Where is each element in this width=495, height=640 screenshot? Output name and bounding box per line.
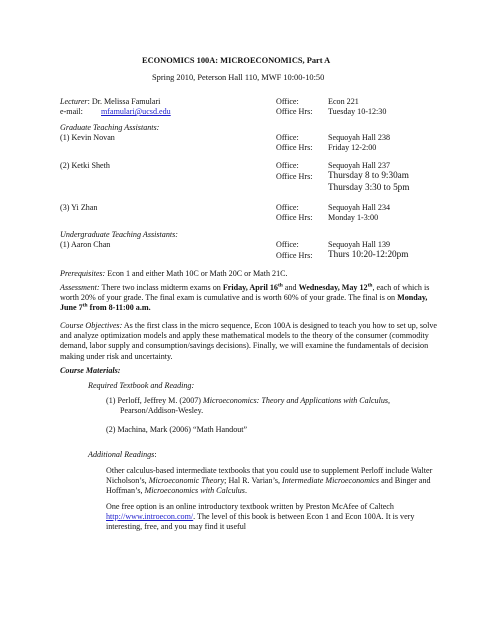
additional-text-3: and Binger and Hoffman’s,: [106, 476, 431, 496]
prereq-text: Econ 1 and either Math 10C or Math 20C or Math 21C.: [105, 269, 288, 278]
assessment-text-2: and: [282, 283, 299, 292]
office-label: Office:: [276, 240, 299, 249]
additional-text-5: One free option is an online introductory textbook written by Preston McAfee of Caltech: [106, 502, 394, 511]
additional-book-nicholson: Microeconomic Theory: [148, 476, 225, 486]
additional-text-2: ; Hal R. Varian’s,: [224, 476, 283, 486]
lecturer-office: Econ 221: [328, 97, 359, 106]
hours-label: Office Hrs:: [276, 251, 313, 260]
lecturer-label: Lecturer: [60, 97, 88, 106]
final-time: from 8-11:00 a.m.: [87, 303, 151, 313]
additional-text-1: Other calculus-based intermediate textbooks that you could use to supplement Perloff include Walter Nicholson’s,: [106, 466, 433, 486]
prerequisites: [60, 268, 288, 279]
book-1-author: (1) Perloff, Jeffrey M. (2007): [106, 396, 204, 405]
grad-ta-name-2: (2) Ketki Sheth: [60, 161, 110, 170]
email-label: e-mail:: [60, 107, 83, 116]
additional-heading-colon: :: [154, 450, 157, 459]
grad-ta-hours-2a: Thursday 8 to 9:30am: [328, 170, 409, 180]
assessment-label: Assessment:: [60, 283, 100, 292]
grad-ta-heading: Graduate Teaching Assistants:: [60, 123, 160, 132]
course-subtitle: Spring 2010, Peterson Hall 110, MWF 10:00-10:50: [152, 73, 325, 82]
hours-label: Office Hrs:: [276, 213, 313, 222]
grad-ta-name-3: (3) Yi Zhan: [60, 203, 98, 212]
additional-text-6: . The level of this book is between Econ 1 and Econ 100A. It is very interesting, free, and you may find it useful: [106, 512, 415, 532]
email-line: [60, 106, 171, 117]
undergrad-ta-hours-1: Thurs 10:20-12:20pm: [328, 249, 409, 259]
grad-ta-office-3: Sequoyah Hall 234: [328, 203, 391, 212]
assessment-text-1: There two inclass midterm exams on: [99, 283, 223, 292]
lecturer-hours: Tuesday 10-12:30: [328, 107, 387, 116]
undergrad-ta-office-1: Sequoyah Hall 139: [328, 240, 391, 249]
office-label: Office:: [276, 161, 299, 170]
undergrad-ta-name-1: (1) Aaron Chan: [60, 240, 111, 249]
objectives-label: Course Objectives:: [60, 321, 123, 330]
objectives-paragraph: [60, 321, 444, 362]
undergrad-ta-heading: Undergraduate Teaching Assistants:: [60, 230, 178, 239]
required-heading: Required Textbook and Reading:: [88, 381, 195, 390]
lecturer-hours-label: Office Hrs:: [276, 107, 313, 116]
lecturer-name: : Dr. Melissa Famulari: [87, 97, 161, 106]
course-title: ECONOMICS 100A: MICROECONOMICS, Part A: [142, 56, 331, 65]
grad-ta-office-2: Sequoyah Hall 237: [328, 161, 391, 170]
hours-label: Office Hrs:: [276, 172, 313, 181]
objectives-text: As the first class in the micro sequence, Econ 100A is designed to teach you how to set up, solve and analyze optimization models and apply these mathematical models to the theory of the consumer (commodity demand, labor supply and consumption/savings decisions). Finally, we will examine the fundamentals of decision making under risk and uncertainty.: [60, 321, 437, 361]
introecon-link[interactable]: http://www.introecon.com/: [106, 512, 194, 522]
email-link[interactable]: mfamulari@ucsd.edu: [100, 107, 171, 116]
additional-text-4: .: [244, 486, 247, 496]
book-1: [106, 396, 426, 416]
grad-ta-hours-3: Monday 1-3:00: [328, 213, 379, 222]
grad-ta-name-1: (1) Kevin Novan: [60, 133, 115, 142]
midterm-date-1: Friday, April 16: [222, 283, 278, 292]
midterm-date-2-sup: th: [367, 282, 373, 289]
assessment-paragraph: [60, 283, 443, 314]
additional-reading-1: [106, 466, 446, 497]
book-1-title: Microeconomics: Theory and Applications with Calculus,: [203, 396, 391, 405]
additional-heading-text: Additional Readings: [88, 450, 155, 459]
office-label: Office:: [276, 133, 299, 142]
hours-label: Office Hrs:: [276, 143, 313, 152]
additional-reading-2: [106, 502, 452, 533]
office-label: Office:: [276, 203, 299, 212]
materials-heading: Course Materials:: [60, 366, 121, 375]
additional-book-binger: Microeconomics with Calculus: [144, 486, 245, 496]
grad-ta-hours-2b: Thursday 3:30 to 5pm: [328, 182, 410, 192]
additional-book-varian: Intermediate Microeconomics: [282, 476, 380, 486]
final-date: Monday, June 7: [60, 293, 428, 313]
final-date-sup: th: [82, 302, 88, 309]
midterm-date-1-sup: th: [277, 282, 283, 289]
book-2: (2) Machina, Mark (2006) “Math Handout”: [106, 425, 248, 434]
midterm-date-2: Wednesday, May 12: [298, 283, 368, 292]
additional-heading: [88, 449, 157, 460]
prereq-label: Prerequisites:: [60, 269, 106, 278]
lecturer-office-label: Office:: [276, 97, 299, 106]
grad-ta-office-1: Sequoyah Hall 238: [328, 133, 391, 142]
book-1-publisher: Pearson/Addison-Wesley.: [120, 406, 204, 416]
assessment-text-3: , each of which is worth 20% of your grade. The final exam is cumulative and is worth 60% of your grade. The final is on: [60, 283, 430, 303]
grad-ta-hours-1: Friday 12-2:00: [328, 143, 377, 152]
